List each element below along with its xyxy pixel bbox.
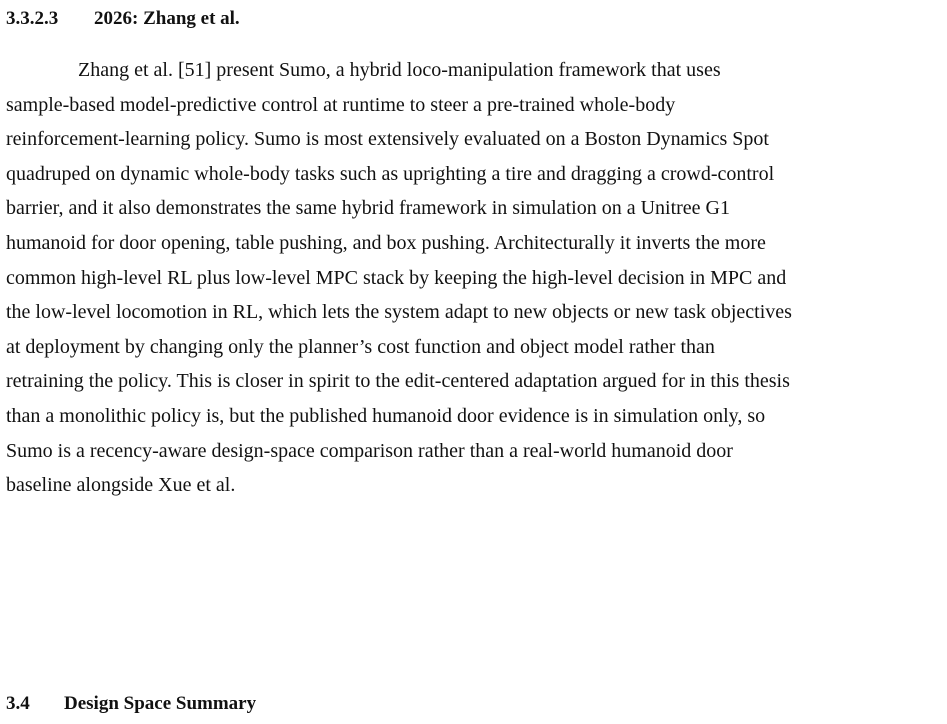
paragraph-line: Zhang et al. [51] present Sumo, a hybrid loco-manipulation framework that uses [78, 59, 721, 81]
paragraph-line: quadruped on dynamic whole-body tasks such as uprighting a tire and dragging a crowd-control [6, 162, 775, 185]
paragraph-line: than a monolithic policy is, but the published humanoid door evidence is in simulation only, so [6, 404, 766, 427]
paragraph-line: Sumo is a recency-aware design-space comparison rather than a real-world humanoid door [6, 439, 733, 462]
paragraph-line: humanoid for door opening, table pushing, and box pushing. Architecturally it inverts the more [6, 231, 766, 254]
section-number: 3.4 [6, 693, 30, 714]
paragraph-line: retraining the policy. This is closer in spirit to the edit-centered adaptation argued for in this thesis [6, 370, 790, 393]
subsection-heading [6, 9, 240, 28]
paragraph-line: reinforcement-learning policy. Sumo is most extensively evaluated on a Boston Dynamics Spot [6, 128, 769, 151]
paragraph-line: baseline alongside Xue et al. [6, 474, 236, 497]
section-heading [6, 694, 256, 713]
paragraph-line: barrier, and it also demonstrates the same hybrid framework in simulation on a Unitree G1 [6, 197, 730, 220]
paragraph-line: the low-level locomotion in RL, which lets the system adapt to new objects or new task objectives [6, 301, 792, 324]
subsection-title: 2026: Zhang et al. [94, 8, 240, 29]
paragraph-line: sample-based model-predictive control at runtime to steer a pre-trained whole-body [6, 93, 676, 116]
paragraph-line: common high-level RL plus low-level MPC stack by keeping the high-level decision in MPC and [6, 266, 787, 289]
section-title: Design Space Summary [64, 693, 257, 714]
paragraph-line: at deployment by changing only the planner’s cost function and object model rather than [6, 335, 715, 358]
subsection-number: 3.3.2.3 [6, 8, 59, 29]
body-paragraph [6, 53, 945, 503]
